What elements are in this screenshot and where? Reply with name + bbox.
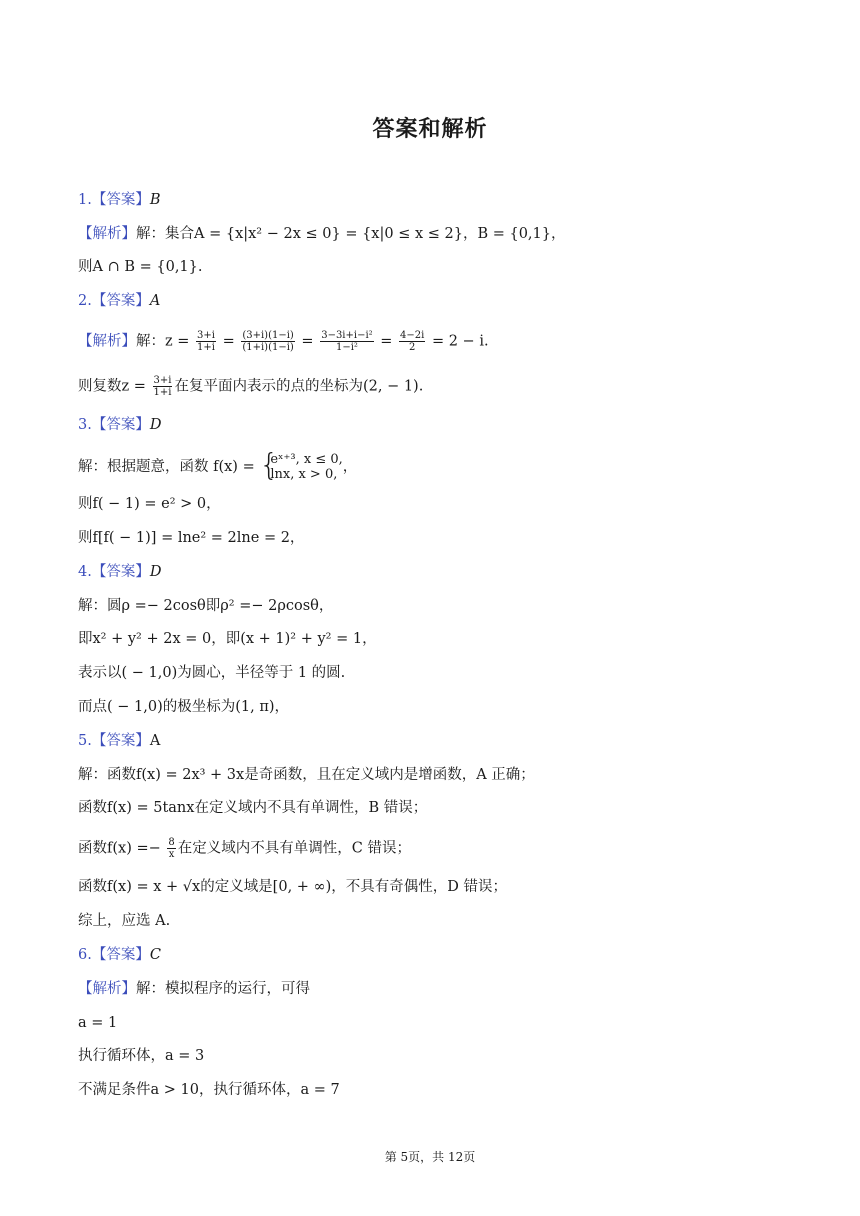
q4-step-2: 即x² + y² + 2x = 0，即(x + 1)² + y² = 1， xyxy=(78,631,377,647)
q2-answer-header xyxy=(78,291,800,311)
q2-answer-tag: 【答案】 xyxy=(91,293,150,309)
q2-number: 2. xyxy=(78,293,92,309)
q2-analysis-line: 【解析】解：z = $\frac{3+i}{1+i}$ = $\frac{(3+i)(1-i)}{(1+i)(1-i)}$ = $\frac{\text{3−3i+i−i²}}{\text{1−i²}}$ = $\frac{4-2i}{2}$ = 2 − i. xyxy=(78,330,489,353)
q5-step-4: 函数f(x) = x + √x的定义域是[0, + ∞)，不具有奇偶性，D 错误； xyxy=(78,879,508,895)
q5-step-3 xyxy=(78,837,800,860)
q1-number: 1. xyxy=(78,192,92,208)
q6-number: 6. xyxy=(78,947,92,963)
q6-step-2: 执行循环体，a = 3 xyxy=(78,1048,205,1064)
q4-answer-tag: 【答案】 xyxy=(91,564,150,580)
q2-conclusion-line xyxy=(78,375,800,398)
q2-analysis-prefix: 解：z = xyxy=(136,333,195,350)
q5-answer-tag: 【答案】 xyxy=(91,733,150,749)
q3-answer-tag: 【答案】 xyxy=(91,417,150,433)
q5-step-3-prefix: 函数f(x) =− xyxy=(78,840,166,857)
q3-answer-header xyxy=(78,415,800,435)
q2-fraction-1: $\frac{3+i}{1+i}$ xyxy=(197,330,215,353)
q2-fraction-3: $\frac{\text{3−3i+i−i²}}{\text{1−i²}}$ xyxy=(321,330,373,353)
q3-analysis-line xyxy=(78,448,800,483)
q1-answer: B xyxy=(149,192,161,208)
q3-answer: D xyxy=(149,417,162,433)
q2-fraction-2: $\frac{(3+i)(1-i)}{(1+i)(1-i)}$ xyxy=(242,330,294,353)
q5-fraction: $\frac{8}{x}$ xyxy=(168,837,175,860)
q2-conclusion-suffix: 在复平面内表示的点的坐标为(2, − 1). xyxy=(174,378,424,395)
q6-answer-tag: 【答案】 xyxy=(91,947,150,963)
q4-step-1: 解：圆ρ =− 2cosθ即ρ² =− 2ρcosθ， xyxy=(78,598,334,614)
q3-analysis-prefix: 解：根据题意，函数 f(x) = xyxy=(78,459,260,475)
q5-answer-header xyxy=(78,731,800,751)
q1-analysis-text: 解：集合A = {x|x² − 2x ≤ 0} = {x|0 ≤ x ≤ 2}，B = {0,1}， xyxy=(136,226,566,242)
q1-analysis-tag: 【解析】 xyxy=(78,226,136,242)
q1-analysis-line xyxy=(78,224,800,244)
q3-number: 3. xyxy=(78,417,92,433)
q4-step-3: 表示以( − 1,0)为圆心，半径等于 1 的圆. xyxy=(78,665,346,681)
q2-conclusion-prefix: 则复数z = xyxy=(78,378,151,395)
q4-step-4: 而点( − 1,0)的极坐标为(1, π)， xyxy=(78,699,290,715)
q1-conclusion-line: 则A ∩ B = {0,1}. xyxy=(78,259,203,275)
q5-answer: A xyxy=(149,733,161,749)
q3-step-1: 则f( − 1) = e² > 0， xyxy=(78,496,221,512)
q6-analysis-tag: 【解析】 xyxy=(78,981,136,997)
q6-step-3: 不满足条件a > 10，执行循环体，a = 7 xyxy=(78,1082,340,1098)
q4-number: 4. xyxy=(78,564,92,580)
q6-analysis-text: 解：模拟程序的运行，可得 xyxy=(136,981,310,997)
q6-answer: C xyxy=(149,947,161,963)
q1-answer-tag: 【答案】 xyxy=(91,192,150,208)
q3-analysis-suffix: ， xyxy=(342,459,358,475)
q2-analysis-suffix: = 2 − i. xyxy=(427,333,489,350)
page-footer: 第 5页，共 12页 xyxy=(384,1150,476,1164)
q5-number: 5. xyxy=(78,733,92,749)
q3-piecewise-function: { eˣ⁺³, x ≤ 0, lnx, x > 0, xyxy=(259,448,343,483)
q4-answer-header xyxy=(78,562,800,582)
q6-step-1: a = 1 xyxy=(78,1015,118,1031)
q5-conclusion: 综上，应选 A. xyxy=(78,913,171,929)
q2-fraction-4: $\frac{4-2i}{2}$ xyxy=(400,330,425,353)
page-title: 答案和解析 xyxy=(372,117,488,142)
q2-answer: A xyxy=(149,293,161,309)
q1-answer-header xyxy=(78,190,800,210)
q5-step-2: 函数f(x) = 5tanx在定义域内不具有单调性，B 错误； xyxy=(78,800,428,816)
q2-analysis-tag: 【解析】 xyxy=(78,333,136,350)
q5-step-1: 解：函数f(x) = 2x³ + 3x是奇函数，且在定义域内是增函数，A 正确； xyxy=(78,767,535,783)
q6-analysis-line xyxy=(78,979,800,999)
q2-conclusion-fraction: $\frac{3+i}{1+i}$ xyxy=(153,375,172,398)
q4-answer: D xyxy=(149,564,162,580)
q5-step-3-suffix: 在定义域内不具有单调性，C 错误； xyxy=(177,840,411,857)
q3-step-2: 则f[f( − 1)] = lne² = 2lne = 2， xyxy=(78,530,305,546)
q6-answer-header xyxy=(78,945,800,965)
